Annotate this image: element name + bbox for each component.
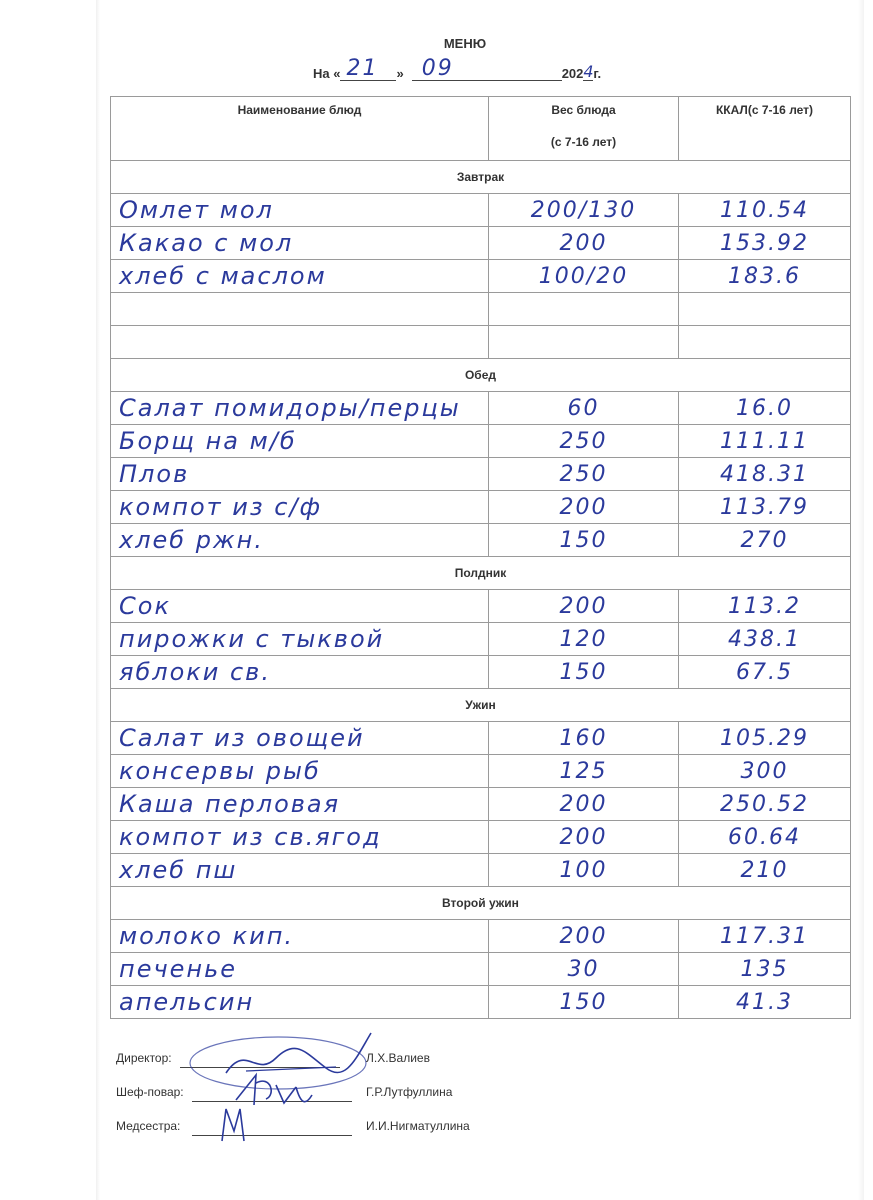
dish-kcal: [679, 953, 851, 986]
date-mid: »: [396, 66, 404, 81]
dish-kcal: [679, 986, 851, 1019]
dish-name-text: Каша перловая: [119, 789, 341, 818]
section-header-row: [111, 557, 851, 590]
column-header-kcal: ККАЛ(с 7-16 лет): [679, 97, 851, 161]
dish-name: [111, 722, 489, 755]
dish-weight-text: 200: [559, 792, 608, 817]
dish-name: [111, 227, 489, 260]
signature-role: Директор:: [116, 1051, 172, 1065]
dish-name-text: яблоки св.: [119, 657, 271, 686]
dish-weight: [489, 821, 679, 854]
dish-kcal-text: 300: [740, 759, 789, 784]
dish-kcal: [679, 293, 851, 326]
dish-name: [111, 425, 489, 458]
dish-kcal-text: 438.1: [728, 627, 801, 652]
dish-row: [111, 425, 851, 458]
dish-name-text: хлеб с маслом: [119, 261, 327, 290]
dish-kcal-text: 110.54: [720, 198, 809, 223]
month-value: 09: [421, 56, 454, 81]
dish-weight: [489, 986, 679, 1019]
dish-weight: [489, 491, 679, 524]
dish-weight-text: 250: [559, 429, 608, 454]
section-header-row: [111, 161, 851, 194]
day-value: 21: [346, 56, 379, 81]
section-header-row: [111, 689, 851, 722]
menu-table-body: [111, 97, 851, 1019]
section-title: Обед: [111, 359, 851, 392]
dish-weight-text: 30: [567, 957, 600, 982]
dish-weight: [489, 392, 679, 425]
dish-row: [111, 293, 851, 326]
dish-weight: [489, 656, 679, 689]
dish-kcal-text: 270: [740, 528, 789, 553]
signature-person: И.И.Нигматуллина: [366, 1119, 470, 1133]
dish-kcal: [679, 524, 851, 557]
dish-weight-text: 150: [559, 660, 608, 685]
dish-row: [111, 458, 851, 491]
dish-weight: [489, 458, 679, 491]
dish-row: [111, 854, 851, 887]
dish-name: [111, 854, 489, 887]
dish-row: [111, 656, 851, 689]
dish-kcal-text: 60.64: [728, 825, 801, 850]
year-blank: [583, 62, 596, 81]
dish-name-text: Какао с мол: [119, 228, 294, 257]
dish-row: [111, 986, 851, 1019]
table-header-row: [111, 97, 851, 161]
dish-kcal-text: 105.29: [720, 726, 809, 751]
page-title: МЕНЮ: [443, 36, 487, 51]
dish-kcal-text: 111.11: [720, 429, 809, 454]
dish-weight: [489, 854, 679, 887]
section-title: Ужин: [111, 689, 851, 722]
dish-kcal: [679, 425, 851, 458]
dish-name: [111, 392, 489, 425]
dish-name: [111, 293, 489, 326]
signature-person: Л.Х.Валиев: [366, 1051, 430, 1065]
dish-name-text: Салат из овощей: [119, 723, 365, 752]
dish-kcal-text: 153.92: [720, 231, 809, 256]
menu-table: [110, 96, 851, 1019]
dish-kcal-text: 41.3: [736, 990, 793, 1015]
dish-weight: [489, 326, 679, 359]
dish-kcal-text: 113.79: [720, 495, 809, 520]
year-prefix: 202: [561, 66, 584, 81]
scan-edge-left: [96, 0, 100, 1200]
dish-row: [111, 524, 851, 557]
dish-kcal-text: 135: [740, 957, 789, 982]
dish-weight-text: 250: [559, 462, 608, 487]
section-title: Второй ужин: [111, 887, 851, 920]
dish-name-text: компот из св.ягод: [119, 822, 382, 851]
dish-name: [111, 986, 489, 1019]
dish-weight-text: 200: [559, 594, 608, 619]
dish-kcal: [679, 458, 851, 491]
dish-row: [111, 491, 851, 524]
dish-kcal: [679, 656, 851, 689]
nurse-signature-mark: [216, 1101, 256, 1147]
signature-role: Шеф-повар:: [116, 1085, 184, 1099]
dish-kcal: [679, 194, 851, 227]
dish-weight-text: 100/20: [538, 264, 629, 289]
dish-row: [111, 722, 851, 755]
column-header-weight-age: (с 7-16 лет): [550, 135, 617, 149]
column-header-weight: [489, 97, 679, 161]
dish-name: [111, 326, 489, 359]
dish-kcal: [679, 326, 851, 359]
dish-weight: [489, 260, 679, 293]
dish-name-text: Борщ на м/б: [119, 426, 297, 455]
month-blank: [412, 56, 562, 81]
dish-name-text: компот из с/ф: [119, 492, 323, 521]
dish-row: [111, 755, 851, 788]
dish-weight: [489, 788, 679, 821]
dish-name-text: апельсин: [119, 987, 255, 1016]
dish-row: [111, 623, 851, 656]
scan-edge-right: [858, 0, 864, 1200]
dish-name: [111, 524, 489, 557]
dish-kcal: [679, 392, 851, 425]
dish-weight-text: 150: [559, 990, 608, 1015]
dish-row: [111, 194, 851, 227]
dish-row: [111, 227, 851, 260]
dish-name: [111, 656, 489, 689]
day-blank: [340, 56, 396, 81]
dish-kcal: [679, 854, 851, 887]
dish-name: [111, 260, 489, 293]
dish-name-text: Салат помидоры/перцы: [119, 393, 461, 422]
dish-kcal-text: 67.5: [736, 660, 793, 685]
dish-kcal: [679, 491, 851, 524]
dish-kcal: [679, 590, 851, 623]
dish-name: [111, 821, 489, 854]
dish-kcal: [679, 260, 851, 293]
dish-kcal-text: 117.31: [720, 924, 809, 949]
dish-weight: [489, 425, 679, 458]
dish-kcal: [679, 821, 851, 854]
dish-name-text: хлеб ржн.: [119, 525, 264, 554]
dish-weight: [489, 194, 679, 227]
dish-weight-text: 200: [559, 231, 608, 256]
date-prefix: На «: [313, 66, 341, 81]
dish-weight-text: 160: [559, 726, 608, 751]
dish-name-text: консервы рыб: [119, 756, 321, 785]
dish-name-text: пирожки с тыквой: [119, 624, 385, 653]
dish-name: [111, 194, 489, 227]
dish-weight-text: 200: [559, 825, 608, 850]
dish-kcal-text: 16.0: [736, 396, 793, 421]
dish-weight-text: 200: [559, 924, 608, 949]
dish-row: [111, 326, 851, 359]
dish-row: [111, 920, 851, 953]
section-header-row: [111, 359, 851, 392]
section-header-row: [111, 887, 851, 920]
dish-weight: [489, 920, 679, 953]
dish-kcal: [679, 920, 851, 953]
section-title: Полдник: [111, 557, 851, 590]
dish-name: [111, 491, 489, 524]
dish-name: [111, 953, 489, 986]
dish-kcal: [679, 623, 851, 656]
dish-weight-text: 150: [559, 528, 608, 553]
dish-weight: [489, 755, 679, 788]
year-digit: 4: [583, 62, 596, 81]
dish-kcal: [679, 788, 851, 821]
dish-row: [111, 953, 851, 986]
dish-kcal: [679, 227, 851, 260]
menu-date: [313, 56, 602, 81]
dish-weight-text: 100: [559, 858, 608, 883]
dish-weight: [489, 953, 679, 986]
dish-weight: [489, 590, 679, 623]
dish-row: [111, 590, 851, 623]
dish-name-text: Плов: [119, 459, 190, 488]
year-suffix: г.: [593, 66, 602, 81]
dish-kcal-text: 418.31: [720, 462, 809, 487]
dish-name: [111, 590, 489, 623]
column-header-weight-label: Вес блюда: [551, 103, 616, 117]
dish-row: [111, 392, 851, 425]
dish-weight-text: 200/130: [530, 198, 637, 223]
dish-name-text: хлеб пш: [119, 855, 238, 884]
dish-kcal-text: 183.6: [728, 264, 801, 289]
dish-weight-text: 120: [559, 627, 608, 652]
dish-name: [111, 788, 489, 821]
dish-weight-text: 200: [559, 495, 608, 520]
dish-name: [111, 458, 489, 491]
dish-name: [111, 755, 489, 788]
dish-name: [111, 623, 489, 656]
dish-name-text: печенье: [119, 954, 238, 983]
dish-weight-text: 125: [559, 759, 608, 784]
dish-kcal: [679, 722, 851, 755]
dish-weight: [489, 293, 679, 326]
dish-row: [111, 821, 851, 854]
dish-weight: [489, 227, 679, 260]
dish-kcal-text: 210: [740, 858, 789, 883]
dish-weight: [489, 722, 679, 755]
dish-kcal-text: 250.52: [720, 792, 809, 817]
dish-name-text: молоко кип.: [119, 921, 295, 950]
dish-kcal: [679, 755, 851, 788]
dish-weight: [489, 524, 679, 557]
dish-row: [111, 788, 851, 821]
dish-name: [111, 920, 489, 953]
dish-weight: [489, 623, 679, 656]
column-header-name: Наименование блюд: [111, 97, 489, 161]
dish-row: [111, 260, 851, 293]
dish-kcal-text: 113.2: [728, 594, 801, 619]
dish-name-text: Омлет мол: [119, 195, 274, 224]
signature-role: Медсестра:: [116, 1119, 181, 1133]
signature-person: Г.Р.Лутфуллина: [366, 1085, 453, 1099]
section-title: Завтрак: [111, 161, 851, 194]
dish-weight-text: 60: [567, 396, 600, 421]
dish-name-text: Сок: [119, 591, 171, 620]
